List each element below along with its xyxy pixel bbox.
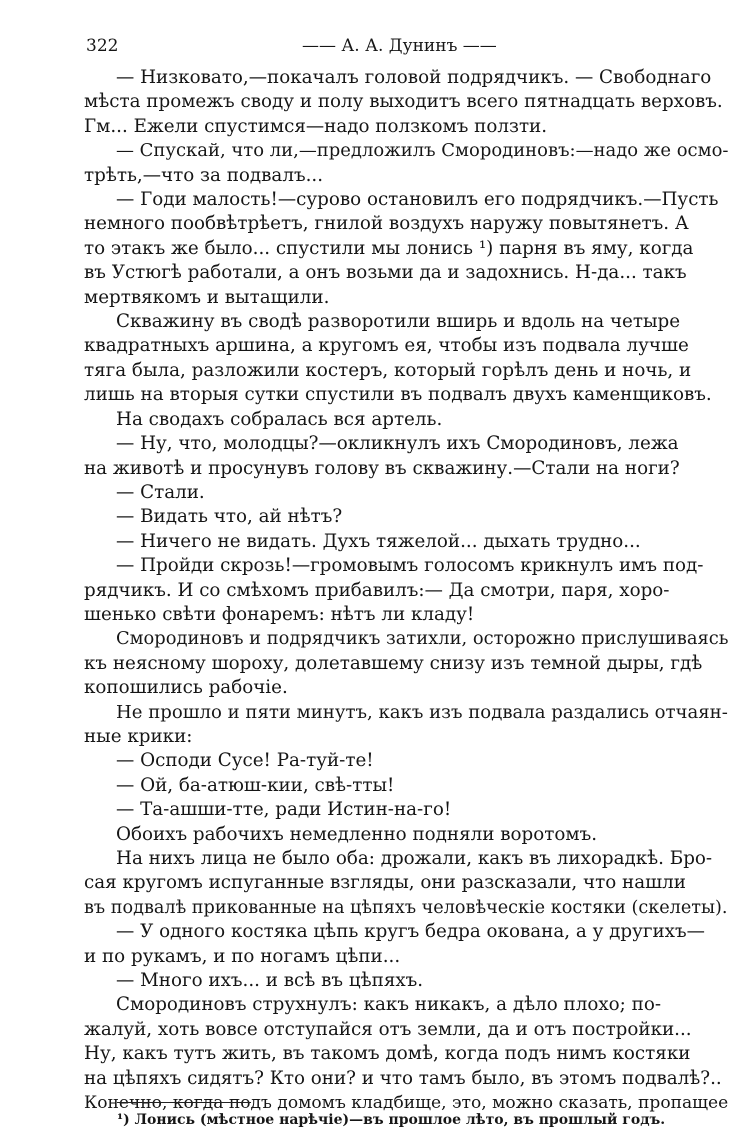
page-number: 322: [86, 36, 119, 56]
paragraph: [84, 823, 728, 847]
text-line: мѣста промежъ своду и полу выходитъ всего пятнадцать верховъ.: [84, 91, 723, 113]
page-header: [86, 30, 726, 56]
text-line: — Стали.: [116, 481, 205, 503]
text-line: Гм... Ежели спустимся—надо ползкомъ ползти.: [84, 115, 548, 137]
text-line: мертвякомъ и вытащили.: [84, 286, 330, 308]
text-line: Ну, какъ тутъ жить, въ такомъ домѣ, когда подъ нимъ костяки: [84, 1043, 691, 1065]
text-line: — Видать что, ай нѣтъ?: [116, 506, 343, 528]
text-line: и по рукамъ, и по ногамъ цѣпи...: [84, 945, 401, 967]
paragraph: [84, 774, 728, 798]
text-line: рядчикъ. И со смѣхомъ прибавилъ:— Да смотри, паря, хоро-: [84, 579, 670, 601]
paragraph: [84, 139, 728, 188]
paragraph: [84, 432, 728, 481]
paragraph: [84, 920, 728, 969]
text-line: Конечно, когда подъ домомъ кладбище, это, можно сказать, пропащее: [84, 1093, 728, 1114]
text-line: — Та-ашши-тте, ради Истин-на-го!: [116, 799, 452, 821]
paragraph: [84, 749, 728, 773]
footnote-rule: [117, 1102, 251, 1103]
text-line: копошились рабочіе.: [84, 677, 288, 699]
text-line: Смородиновъ струхнулъ: какъ никакъ, а дѣло плохо; по-: [116, 994, 662, 1016]
text-line: — У одного костяка цѣпь кругъ бедра окована, а у другихъ—: [116, 921, 705, 943]
paragraph: [84, 66, 728, 139]
paragraph: [84, 969, 728, 993]
text-line: ные крики:: [84, 725, 193, 747]
footnote: ¹) Лонись (мѣстное нарѣчіе)—въ прошлое лѣто, въ прошлый годъ.: [117, 1112, 666, 1128]
text-line: Скважину въ сводѣ разворотили вширь и вдоль на четыре: [116, 311, 681, 333]
paragraph: [84, 701, 728, 750]
paragraph: [84, 798, 728, 822]
paragraph: [84, 530, 728, 554]
text-line: — Пройди скрозь!—громовымъ голосомъ крикнулъ имъ под-: [116, 555, 704, 577]
text-line: шенько свѣти фонаремъ: нѣтъ ли кладу!: [84, 603, 475, 625]
text-line: на животѣ и просунувъ голову въ скважину.—Стали на ноги?: [84, 457, 680, 479]
text-line: сая кругомъ испуганные взгляды, они разсказали, что нашли: [84, 872, 686, 894]
text-line: тяга была, разложили костеръ, который горѣлъ день и ночь, и: [84, 359, 692, 381]
paragraph: [84, 627, 728, 700]
text-line: въ Устюгѣ работали, а онъ возьми да и задохнись. Н-да... такъ: [84, 262, 687, 284]
text-line: Не прошло и пяти минутъ, какъ изъ подвала раздались отчаян-: [116, 701, 728, 723]
running-title: —— А. А. Дунинъ ——: [302, 36, 497, 56]
text-line: Смородиновъ и подрядчикъ затихли, осторожно прислушиваясь: [116, 628, 728, 650]
text-line: — Спускай, что ли,—предложилъ Смородиновъ:—надо же осмо-: [116, 140, 728, 162]
paragraph: [84, 505, 728, 529]
text-line: немного пообвѣтрѣетъ, гнилой воздухъ наружу повытянетъ. А: [84, 213, 689, 235]
text-line: — Ну, что, молодцы?—окликнулъ ихъ Смородиновъ, лежа: [116, 433, 679, 455]
text-line: — Осподи Сусе! Ра-туй-те!: [116, 750, 374, 772]
text-line: — Ой, ба-атюш-кии, свѣ-тты!: [116, 774, 395, 796]
text-line: — Низковато,—покачалъ головой подрядчикъ. — Свободнаго: [116, 67, 712, 88]
text-line: — Ничего не видать. Духъ тяжелой... дыхать трудно...: [116, 530, 641, 552]
text-line: жалуй, хоть вовсе отступайся отъ земли, да и отъ постройки...: [84, 1018, 692, 1040]
text-line: къ неясному шороху, долетавшему снизу изъ темной дыры, гдѣ: [84, 652, 703, 674]
text-line: На нихъ лица не было оба: дрожали, какъ въ лихорадкѣ. Бро-: [116, 848, 713, 869]
text-line: — Много ихъ... и всѣ въ цѣпяхъ.: [116, 970, 424, 992]
body-text: [84, 66, 728, 1115]
text-line: въ подвалѣ прикованные на цѣпяхъ человѣческіе костяки (скелеты).: [84, 897, 728, 918]
paragraph: [84, 481, 728, 505]
text-line: трѣть,—что за подвалъ...: [84, 164, 324, 186]
paragraph: [84, 408, 728, 432]
text-line: Обоихъ рабочихъ немедленно подняли воротомъ.: [116, 823, 598, 845]
paragraph: [84, 188, 728, 310]
text-line: квадратныхъ аршина, а кругомъ ея, чтобы изъ подвала лучше: [84, 335, 689, 357]
paragraph: [84, 554, 728, 627]
paragraph: [84, 993, 728, 1115]
paragraph: [84, 310, 728, 408]
text-line: — Годи малость!—сурово остановилъ его подрядчикъ.—Пусть: [116, 189, 719, 211]
text-line: лишь на вторыя сутки спустили въ подвалъ двухъ каменщиковъ.: [84, 384, 712, 406]
text-line: На сводахъ собралась вся артель.: [116, 408, 443, 430]
paragraph: [84, 847, 728, 920]
text-line: на цѣпяхъ сидятъ? Кто они? и что тамъ было, въ этомъ подвалѣ?..: [84, 1067, 722, 1089]
text-line: то этакъ же было... спустили мы лонись ¹) парня въ яму, когда: [84, 237, 694, 259]
